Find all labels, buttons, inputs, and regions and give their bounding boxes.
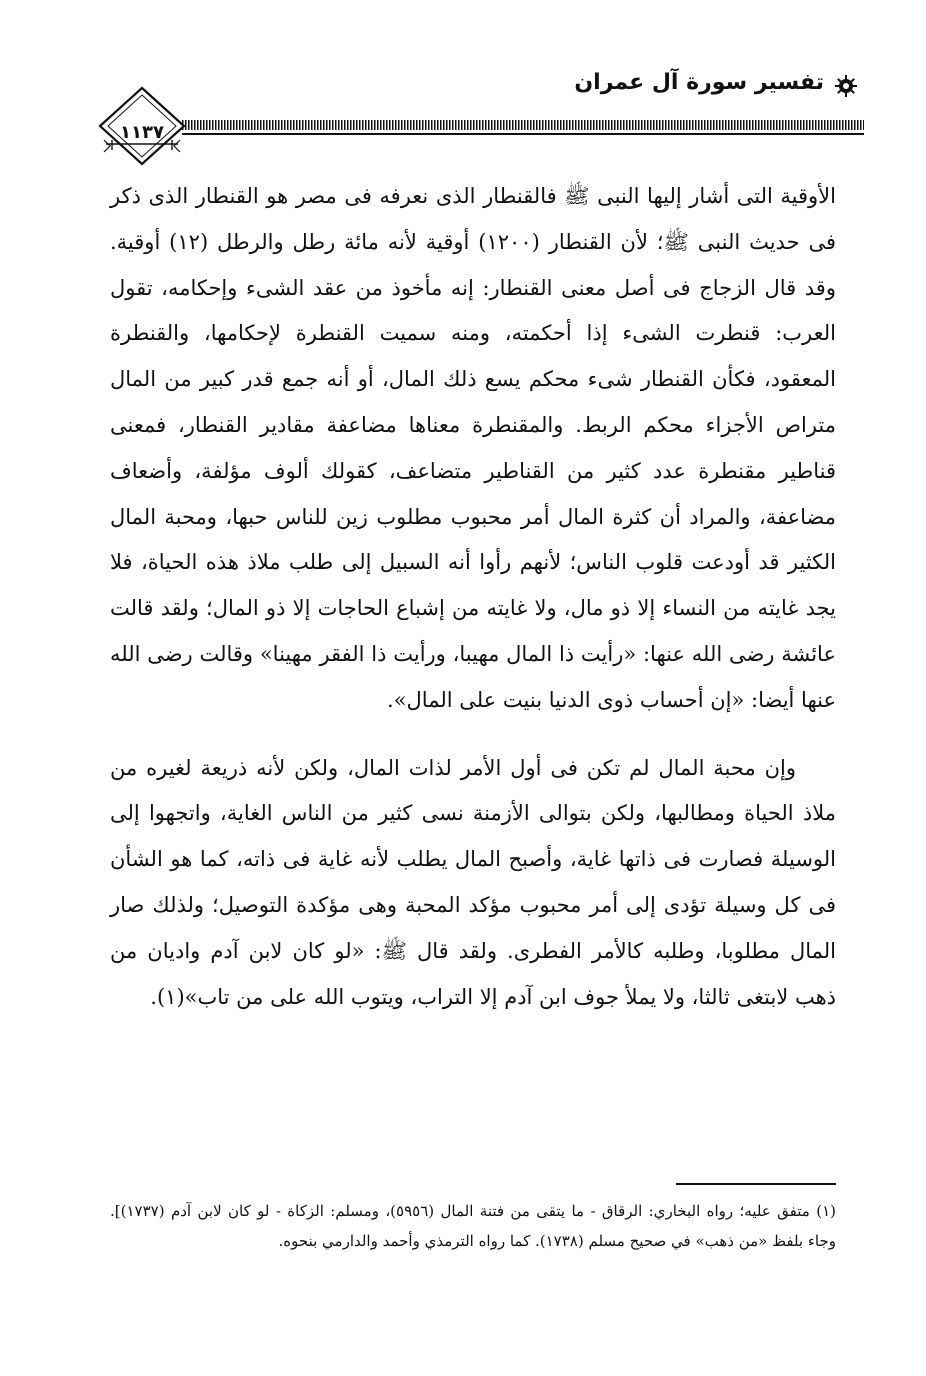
ornament-icon bbox=[834, 74, 858, 98]
header-rule-band bbox=[182, 120, 864, 130]
running-header-title: تفسير سورة آل عمران bbox=[574, 70, 824, 95]
footnotes bbox=[110, 1196, 836, 1256]
page-number: ١١٣٧ bbox=[120, 122, 164, 143]
footnote-separator bbox=[676, 1183, 836, 1185]
main-text bbox=[110, 174, 836, 1020]
page-number-badge bbox=[96, 86, 188, 166]
page-header bbox=[96, 66, 864, 166]
header-rule-line bbox=[182, 133, 864, 135]
paragraph-2: وإن محبة المال لم تكن فى أول الأمر لذات المال، ولكن لأنه ذريعة لغيره من ملاذ الحياة ومطالبها، ولكن بتوالى الأزمنة نسى كثير من الناس الغاية، واتجهوا إلى الوسيلة فصارت فى ذاتها غاية، وأصبح المال يطلب لأنه غاية فى ذاته، كما هو الشأن فى كل وسيلة تؤدى إلى أمر محبوب مؤكد المحبة وهى مؤكدة التوصيل؛ ولذلك صار المال مطلوبا، وطلبه كالأمر الفطرى. ولقد قال ﷺ: «لو كان لابن آدم واديان من ذهب لابتغى ثالثا، ولا يملأ جوف ابن آدم إلا التراب، ويتوب الله على من تاب»(١). bbox=[110, 755, 836, 1009]
paragraph-1: الأوقية التى أشار إليها النبى ﷺ فالقنطار الذى نعرفه فى مصر هو القنطار الذى ذكر فى حديث النبى ﷺ؛ لأن القنطار (١٢٠٠) أوقية لأنه مائة رطل والرطل (١٢) أوقية. وقد قال الزجاج فى أصل معنى القنطار: إنه مأخوذ من عقد الشىء وإحكامه، تقول العرب: قنطرت الشىء إذا أحكمته، ومنه سميت القنطرة لإحكامها، والقنطرة المعقود، فكأن القنطار شىء محكم يسع ذلك المال، أو أنه جمع قدر كبير من المال متراص الأجزاء محكم الربط. والمقنطرة معناها مضاعفة مقادير القنطار، فمعنى قناطير مقنطرة عدد كثير من القناطير متضاعف، كقولك ألوف مؤلفة، وأضعاف مضاعفة، والمراد أن كثرة المال أمر محبوب مطلوب زين للناس حبها، ومحبة المال الكثير قد أودعت قلوب الناس؛ لأنهم رأوا أنه السبيل إلى طلب ملاذ هذه الحياة، فلا يجد غايته من النساء إلا ذو مال، ولا غايته من إشباع الحاجات إلا ذو المال؛ ولقد قالت عائشة رضى الله عنها: «رأيت ذا المال مهيبا، ورأيت ذا الفقر مهينا» وقالت رضى الله عنها أيضا: «إن أحساب ذوى الدنيا بنيت على المال». bbox=[110, 184, 836, 712]
footnote-1: (١) متفق عليه؛ رواه البخاري: الرقاق - ما يتقى من فتنة المال (٥٩٥٦)، ومسلم: الزكاة - لو كان لابن آدم (١٧٣٧)]. وجاء بلفظ «من ذهب» في صحيح مسلم (١٧٣٨). كما رواه الترمذي وأحمد والدارمي بنحوه. bbox=[110, 1202, 836, 1250]
